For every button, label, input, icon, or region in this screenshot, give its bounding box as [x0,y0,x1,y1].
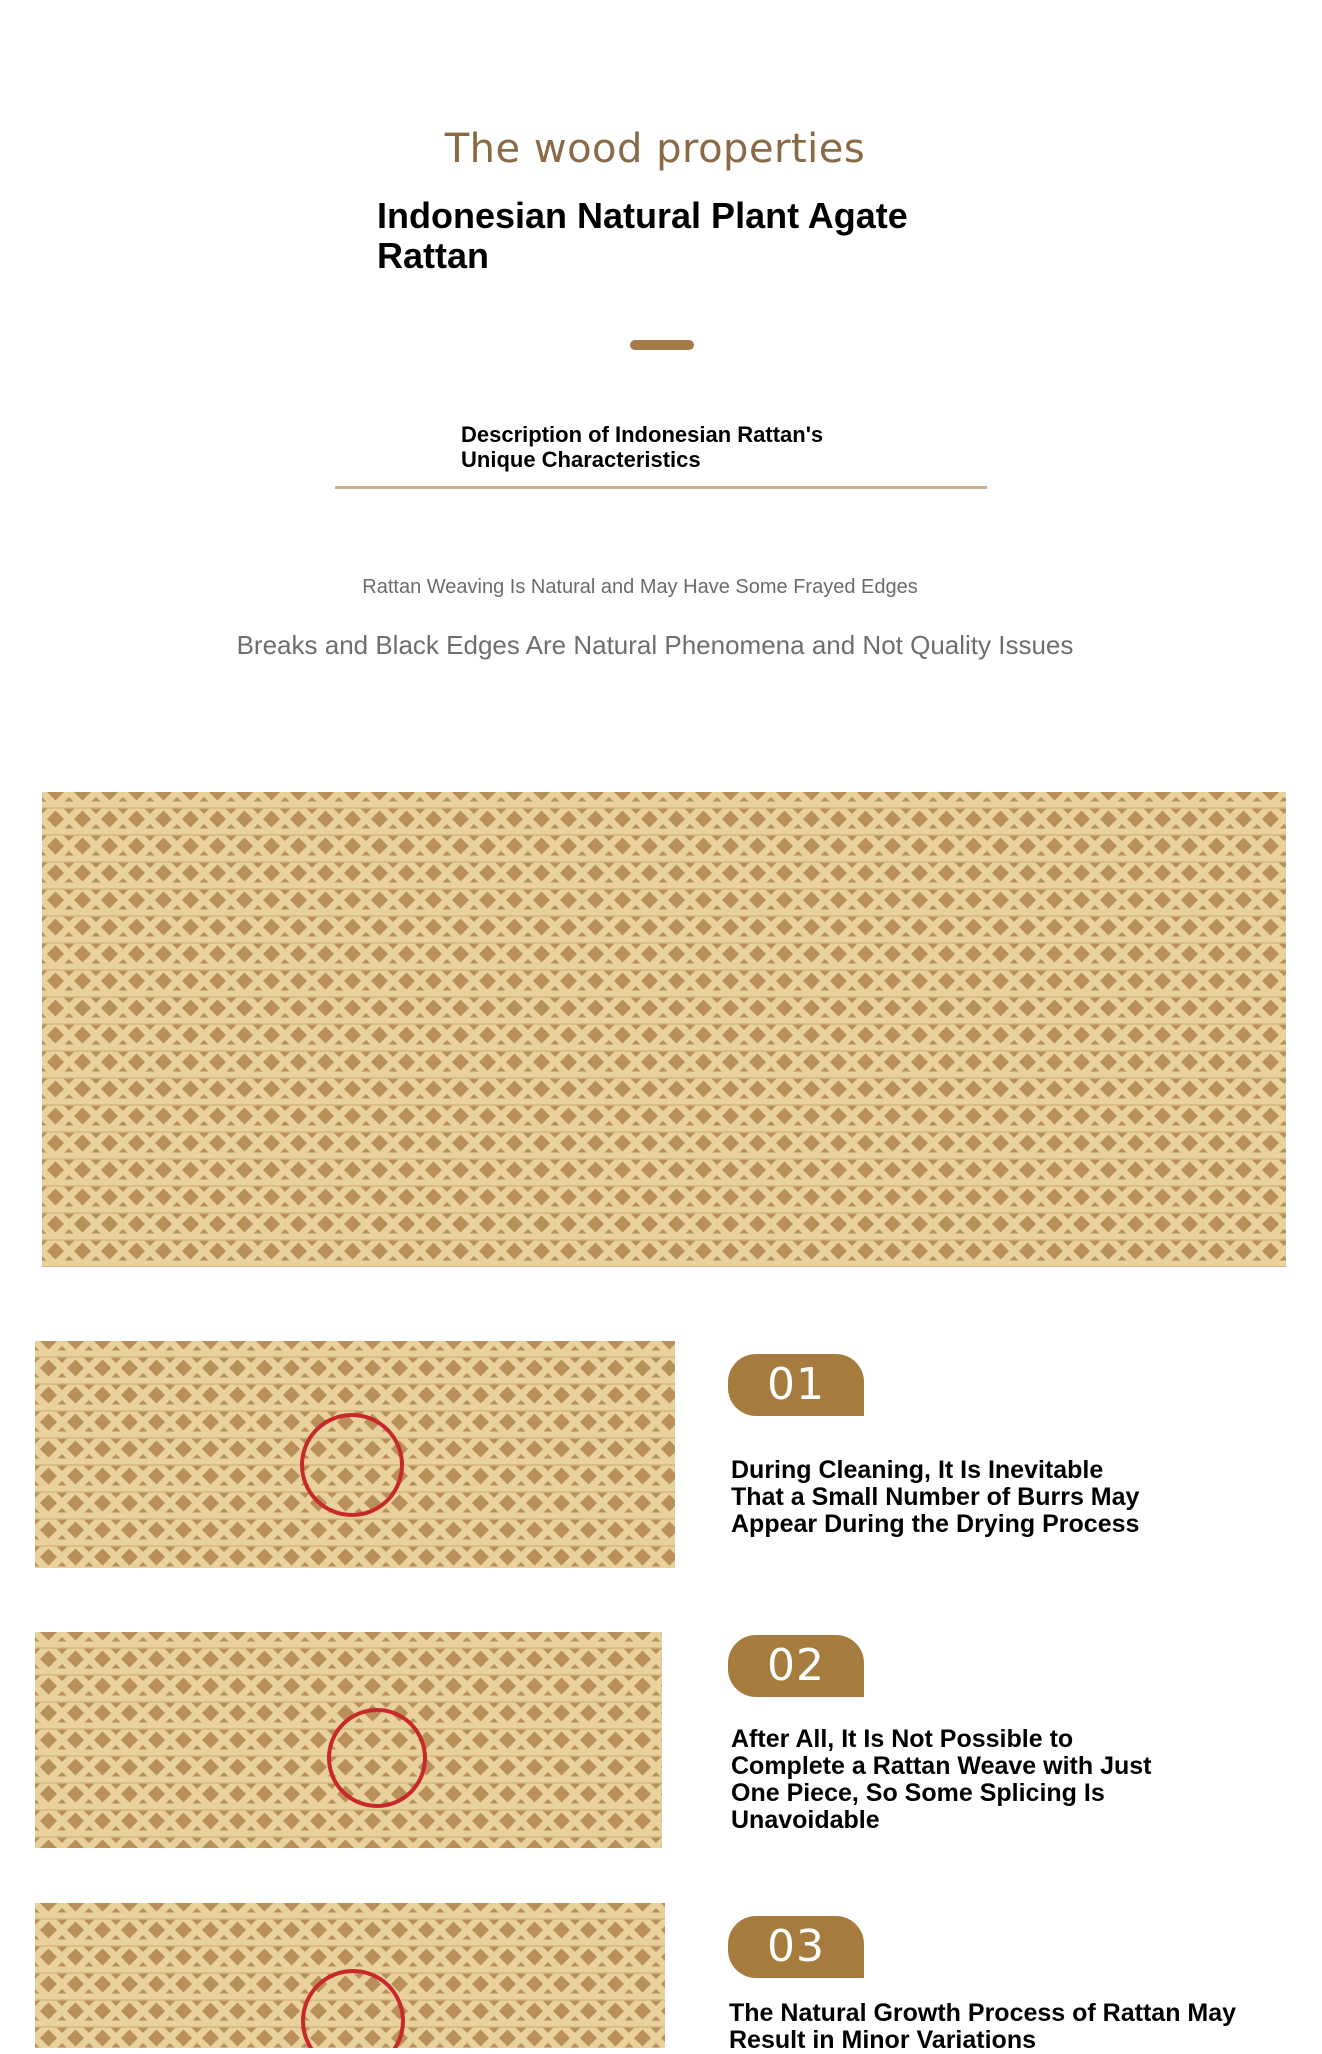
step-badge-01: 01 [728,1354,864,1416]
rattan-weave-hero-image [42,792,1286,1267]
section-eyebrow: The wood properties [444,126,866,172]
splice-highlight-circle [327,1708,427,1808]
step-caption-02: After All, It Is Not Possible to Complete a Rattan Weave with Just One Piece, So Some Splicing Is Unavoidable [731,1725,1152,1834]
subheading-underline [335,486,987,489]
note-frayed-edges: Rattan Weaving Is Natural and May Have Some Frayed Edges [362,576,918,598]
section-subheading: Description of Indonesian Rattan's Unique Characteristics [461,422,824,472]
step-caption-03: The Natural Growth Process of Rattan May Result in Minor Variations [729,1999,1237,2054]
burr-highlight-circle [300,1413,404,1517]
note-natural-phenomena: Breaks and Black Edges Are Natural Phenomena and Not Quality Issues [236,630,1074,660]
rattan-burr-detail-image [35,1341,675,1568]
rattan-splice-detail-image [35,1632,662,1848]
step-badge-02: 02 [728,1635,864,1697]
title-divider-dash [630,340,694,350]
step-caption-01: During Cleaning, It Is Inevitable That a Small Number of Burrs May Appear During the Drying Process [731,1456,1140,1538]
step-badge-03: 03 [728,1916,864,1978]
page-title: Indonesian Natural Plant Agate Rattan [377,195,908,276]
rattan-variation-detail-image [35,1903,665,2048]
